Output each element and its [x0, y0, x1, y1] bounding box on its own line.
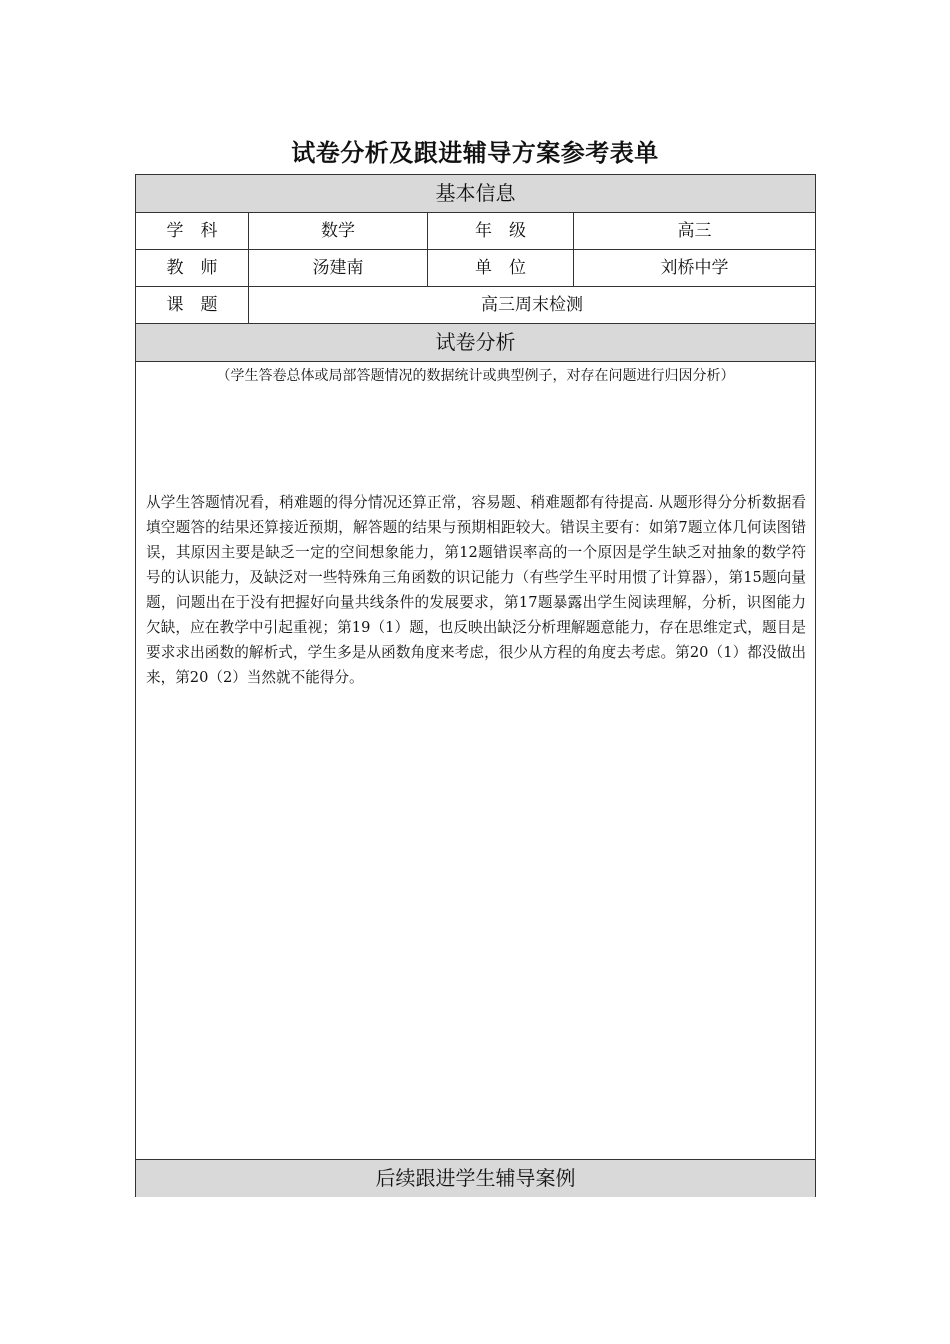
grade-value: 高三 — [677, 221, 712, 241]
grade-label: 年 级 — [475, 221, 526, 241]
divider — [427, 213, 428, 286]
analysis-body: 从学生答题情况看，稍难题的得分情况还算正常，容易题、稍难题都有待提高. 从题形得分分析数据看填空题答的结果还算接近预期，解答题的结果与预期相距较大。错误主要有：如第7题立体几何读图错误，其原因主要是缺乏一定的空间想象能力，第12题错误率高的一个原因是学生缺乏对抽象的数学符号的认识能力，及缺泛对一些特殊角三角函数的识记能力（有些学生平时用惯了计算器），第15题向量题，问题出在于没有把握好向量共线条件的发展要求，第17题暴露出学生阅读理解，分析，识图能力欠缺，应在教学中引起重视；第19（1）题，也反映出缺泛分析理解题意能力，存在思维定式，题目是要求求出函数的解析式，学生多是从函数角度来考虑，很少从方程的角度去考虑。第20（1）都没做出来，第20（2）当然就不能得分。 — [146, 494, 806, 686]
subject-label: 学 科 — [166, 221, 218, 241]
subject-value: 数学 — [321, 221, 355, 241]
analysis-instruction: （学生答卷总体或局部答题情况的数据统计或典型例子，对存在问题进行归因分析） — [216, 368, 735, 384]
paper-analysis-heading: 试卷分析 — [136, 324, 815, 361]
unit-label: 单 位 — [475, 258, 526, 278]
topic-label: 课 题 — [166, 295, 218, 315]
divider — [136, 361, 815, 362]
follow-up-heading: 后续跟进学生辅导案例 — [136, 1160, 815, 1197]
analysis-form — [135, 174, 816, 1197]
unit-value: 刘桥中学 — [660, 258, 729, 278]
topic-value: 高三周末检测 — [481, 295, 583, 315]
teacher-value: 汤建南 — [312, 258, 364, 278]
basic-info-heading: 基本信息 — [136, 175, 815, 212]
divider — [573, 213, 574, 286]
teacher-label: 教 师 — [166, 258, 218, 278]
divider — [248, 213, 249, 323]
document-title: 试卷分析及跟进辅导方案参考表单 — [291, 138, 659, 167]
